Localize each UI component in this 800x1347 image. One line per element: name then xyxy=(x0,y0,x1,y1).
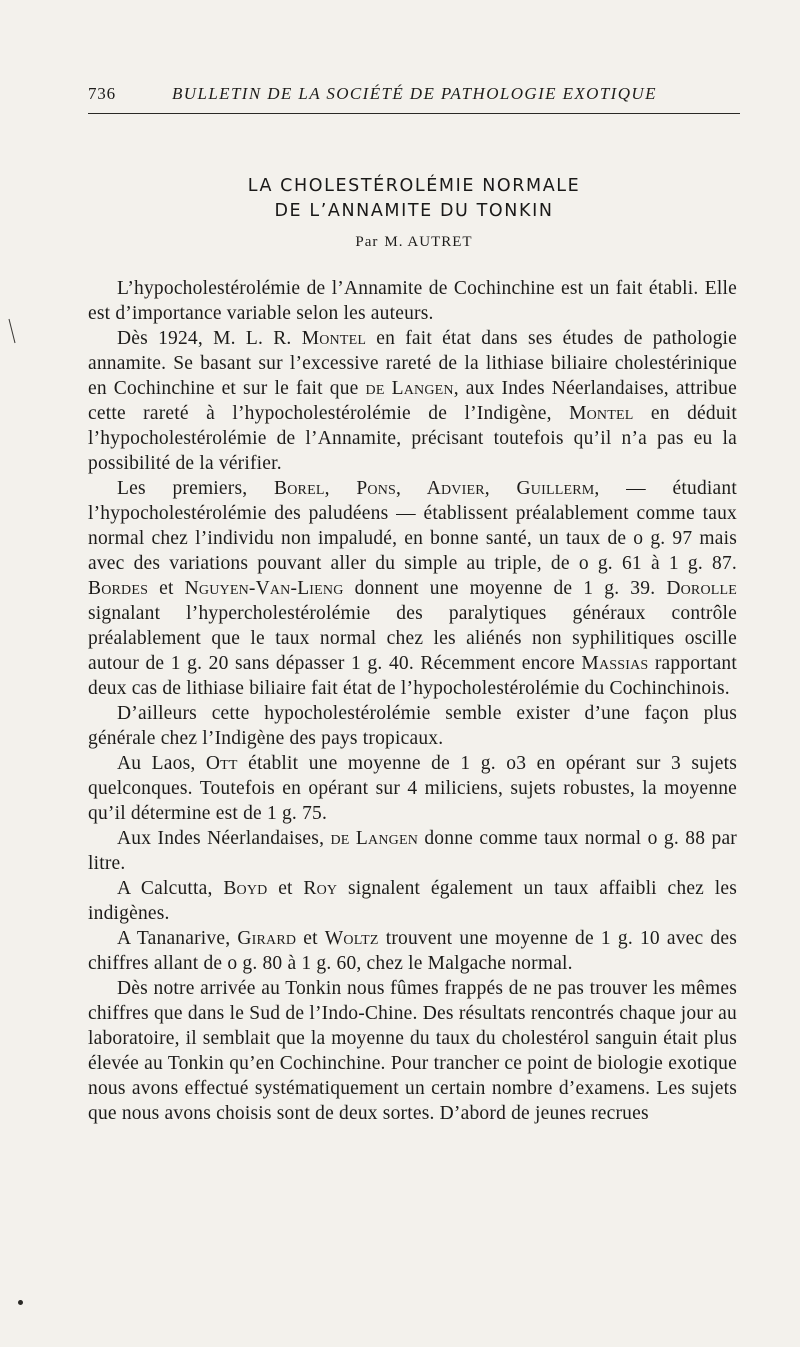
author-name: Roy xyxy=(303,878,338,899)
author-name: Girard xyxy=(237,928,297,949)
paragraph-2: Dès 1924, M. L. R. Montel en fait état dans ses études de pathologie annamite. Se basant sur l’excessive rareté de la lithiase biliaire cholestérinique en Cochinchine et sur le fait que de Langen, aux Indes Néerlandaises, attribue cette rareté à l’hypocholestérolémie de l’Indigène, Montel en déduit l’hypocholestérolémie de l’Annamite, précisant toutefois qu’il n’a pas eu la possibilité de la vérifier. xyxy=(88,328,738,474)
paragraph-8: A Tananarive, Girard et Woltz trouvent une moyenne de 1 g. 10 avec des chiffres allant de o g. 80 à 1 g. 60, chez le Malgache normal. xyxy=(88,928,738,974)
article-body xyxy=(88,276,737,1126)
title-line-1: LA CHOLESTÉROLÉMIE NORMALE xyxy=(247,176,581,196)
header-rule xyxy=(88,113,740,114)
author-name: Massias xyxy=(581,653,649,674)
author-name: Borel, Pons, Advier, Guillerm, xyxy=(274,478,600,499)
paragraph-6: Aux Indes Néerlandaises, de Langen donne comme taux normal o g. 88 par litre. xyxy=(88,828,737,874)
author-name: Ott xyxy=(205,753,238,774)
paragraph-9: Dès notre arrivée au Tonkin nous fûmes frappés de ne pas trouver les mêmes chiffres que dans le Sud de l’Indo-Chine. Des résultats rencontrés chaque jour au laboratoire, il semblait que la moyenne du taux du cholestérol sanguin était plus élevée au Tonkin qu’en Cochinchine. Pour trancher ce point de biologie exotique nous avons effectué systématiquement un certain nombre d’examens. Les sujets que nous avons choisis sont de deux sortes. D’abord de jeunes recrues xyxy=(88,978,737,1124)
author-name: de Langen xyxy=(330,828,419,849)
byline-prefix: Par xyxy=(355,234,379,250)
margin-mark xyxy=(8,318,16,344)
title-line-2: DE L’ANNAMITE DU TONKIN xyxy=(274,201,554,221)
page-speck xyxy=(18,1300,23,1305)
paragraph-5: Au Laos, Ott établit une moyenne de 1 g. o3 en opérant sur 3 sujets quelconques. Toutefois en opérant sur 4 miliciens, sujets robustes, la moyenne qu’il détermine est de 1 g. 75. xyxy=(88,753,737,824)
paragraph-7: A Calcutta, Boyd et Roy signalent également un taux affaibli chez les indigènes. xyxy=(88,878,738,924)
paragraph-4: D’ailleurs cette hypocholestérolémie semble exister d’une façon plus générale chez l’Indigène des pays tropicaux. xyxy=(88,703,737,749)
author-name: Nguyen-Van-Lieng xyxy=(184,578,344,599)
article-title xyxy=(88,174,740,224)
author-name: Bordes xyxy=(88,578,149,599)
author-name: Woltz xyxy=(324,928,379,949)
author-name: Dorolle xyxy=(666,578,738,599)
author-name: Boyd xyxy=(223,878,268,899)
page-number: 736 xyxy=(88,84,116,103)
journal-title: BULLETIN DE LA SOCIÉTÉ DE PATHOLOGIE EXOTIQUE xyxy=(172,84,657,103)
author: M. AUTRET xyxy=(384,234,473,250)
author-name: Montel xyxy=(301,328,367,349)
byline xyxy=(88,234,740,251)
paragraph-1: L’hypocholestérolémie de l’Annamite de Cochinchine est un fait établi. Elle est d’importance variable selon les auteurs. xyxy=(88,278,737,324)
author-name: de Langen xyxy=(365,378,454,399)
author-name: Montel xyxy=(569,403,634,424)
paragraph-3: Les premiers, Borel, Pons, Advier, Guillerm, — étudiant l’hypocholestérolémie des paludéens — établissent préalablement comme taux normal chez l’individu non impaludé, en bonne santé, un taux de o g. 97 mais avec des variations pouvant aller du simple au triple, de o g. 61 à 1 g. 87. Bordes et Nguyen-Van-Lieng donnent une moyenne de 1 g. 39. Dorolle signalant l’hypercholestérolémie des paralytiques généraux contrôle préalablement que le taux normal chez les aliénés non syphilitiques oscille autour de 1 g. 20 sans dépasser 1 g. 40. Récemment encore Massias rapportant deux cas de lithiase biliaire fait état de l’hypocholestérolémie du Cochinchinois. xyxy=(88,478,738,699)
